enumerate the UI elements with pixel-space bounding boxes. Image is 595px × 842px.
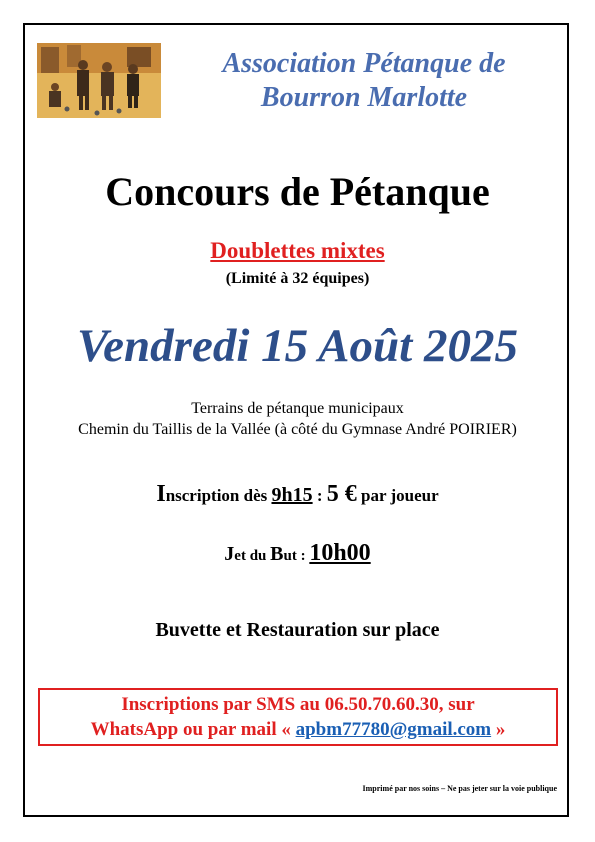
jet-initial: J [224,543,235,565]
location-line-1: Terrains de pétanque municipaux [191,400,404,417]
registration-per-player: par joueur [361,486,439,505]
registration-price: 5 € [326,481,357,507]
association-line-2: Bourron Marlotte [260,82,468,113]
jet-text: et du [234,548,267,564]
contact-box [38,688,558,746]
contact-prefix: WhatsApp ou par mail « [90,719,291,740]
print-notice: Imprimé par nos soins – Ne pas jeter sur la voie publique [362,784,557,793]
but-initial: B [270,543,284,565]
jet-time: 10h00 [309,540,371,566]
registration-initial: I [156,481,166,507]
contact-suffix: » [495,719,506,740]
association-name [175,47,553,115]
event-location [0,398,595,440]
association-line-1: Association Pétanque de [222,48,506,79]
event-date: Vendredi 15 Août 2025 [77,320,518,372]
petanque-painting-image [37,43,161,118]
email-link[interactable]: apbm77780@gmail.com [295,719,492,740]
location-line-2: Chemin du Taillis de la Vallée (à côté du Gymnase André POIRIER) [78,421,517,438]
event-title: Concours de Pétanque [105,169,490,214]
team-limit: (Limité à 32 équipes) [225,270,370,287]
registration-time: 9h15 [271,484,313,506]
registration-colon: : [316,486,323,505]
but-text: ut : [283,548,306,564]
event-subtitle: Doublettes mixtes [210,238,385,263]
registration-text: nscription dès [165,486,268,505]
refreshments-info: Buvette et Restauration sur place [155,619,440,641]
jet-du-but [0,535,595,574]
registration-info [0,478,595,512]
contact-line-2 [40,717,556,742]
contact-line-1: Inscriptions par SMS au 06.50.70.60.30, sur [121,694,475,715]
